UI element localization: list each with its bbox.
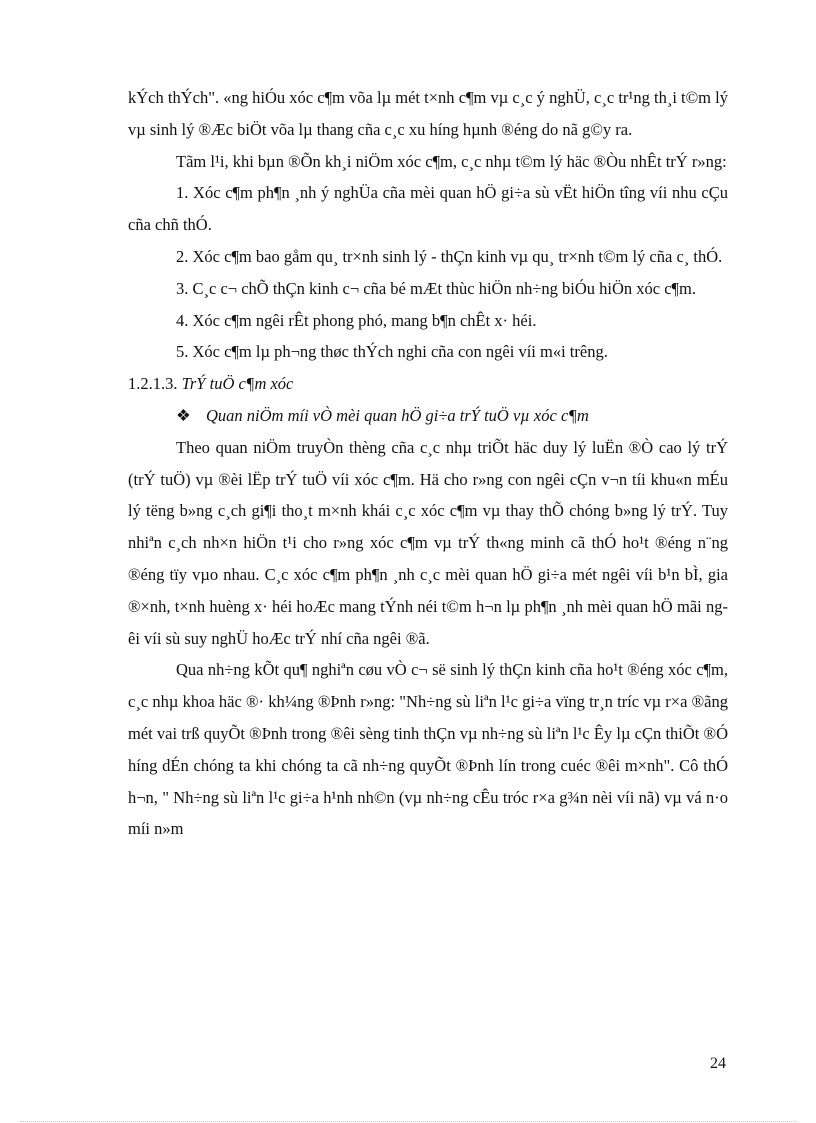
bullet-text: Quan niÖm míi vÒ mèi quan hÖ gi÷a trÝ tuÖ vµ xóc c¶m [206,405,589,425]
paragraph-summary: Tãm l¹i, khi bµn ®Õn kh¸i niÖm xóc c¶m, c¸c nhµ t©m lý häc ®Òu nhÊt trÝ r»ng: [176,151,727,171]
bullet-subheading [128,400,728,432]
section-title: TrÝ tuÖ c¶m xóc [181,374,294,394]
section-number: 1.2.1.3. [128,374,178,394]
list-item: 2. Xóc c¶m bao gåm qu¸ tr×nh sinh lý - thÇn kinh vµ qu¸ tr×nh t©m lý cña c¸ thÓ. [176,246,723,266]
list-item: 1. Xóc c¶m ph¶n ¸nh ý nghÜa cña mèi quan hÖ gi÷a sù vËt hiÖn tîng víi nhu cÇu cña chñ thÓ. [128,183,728,235]
document-body [128,82,728,845]
list-item: 3. C¸c c¬ chÕ thÇn kinh c¬ cña bé mÆt thùc hiÖn nh÷ng biÓu hiÖn xóc c¶m. [176,278,696,298]
paragraph-traditional-view: Theo quan niÖm truyÒn thèng cña c¸c nhµ triÕt häc duy lý luËn ®Ò cao lý trÝ (trÝ tuÖ) vµ ®èi lËp trÝ tuÖ víi xóc c¶m. Hä cho r»ng con ngêi cÇn v¬n tíi khu«n mÉu lý tëng b»ng c¸ch gi¶i tho¸t m×nh khái c¸c xóc c¶m vµ thay thÕ chóng b»ng lý trÝ. Tuy nhiªn c¸ch nh×n hiÖn t¹i cho r»ng xóc c¶m vµ trÝ th«ng minh cã thÓ ho¹t ®éng n¨ng ®éng tïy vµo nhau. C¸c xóc c¶m ph¶n ¸nh c¸c mèi quan hÖ gi÷a mét ngêi víi b¹n bÌ, gia ®×nh, t×nh huèng x· héi hoÆc mang tÝnh néi t©m h¬n lµ ph¶n ¸nh mèi quan hÖ mãi ngêi víi sù suy nghÜ hoÆc trÝ nhí cña ngêi ®ã. [128,437,728,648]
list-item: 4. Xóc c¶m ngêi rÊt phong phó, mang b¶n chÊt x· héi. [176,310,537,330]
footer-divider [20,1121,796,1122]
diamond-bullet-icon: ❖ [176,405,191,425]
page-number: 24 [710,1055,726,1072]
list-item: 5. Xóc c¶m lµ ph¬ng thøc thÝch nghi cña con ngêi víi m«i trêng. [176,342,608,362]
section-heading [128,368,728,400]
paragraph-research-results: Qua nh÷ng kÕt qu¶ nghiªn cøu vÒ c¬ së sinh lý thÇn kinh cña ho¹t ®éng xóc c¶m, c¸c nhµ khoa häc ®· kh¼ng ®Þnh r»ng: "Nh÷ng sù liªn l¹c gi÷a vïng tr¸n tríc vµ r×a ®ãng mét vai trß quyÕt ®Þnh trong ®êi sèng tinh thÇn vµ nh÷ng sù liªn l¹c Êy lµ cÇn thiÕt ®Ó híng dÉn chóng ta khi chóng ta cã nh÷ng quyÕt ®Þnh lín trong cuéc ®êi m×nh". Cô thÓ h¬n, " Nh÷ng sù liªn l¹c gi÷a h¹nh nh©n (vµ nh÷ng cÊu tróc r×a g¾n nèi víi nã) vµ vá n·o míi n»m [128,660,728,839]
paragraph-intro: kÝch thÝch". «ng hiÓu xóc c¶m võa lµ mét t×nh c¶m vµ c¸c ý nghÜ, c¸c tr¹ng th¸i t©m lý vµ sinh lý ®Æc biÖt võa lµ thang cña c¸c xu híng hµnh ®éng do nã g©y ra. [128,88,728,139]
